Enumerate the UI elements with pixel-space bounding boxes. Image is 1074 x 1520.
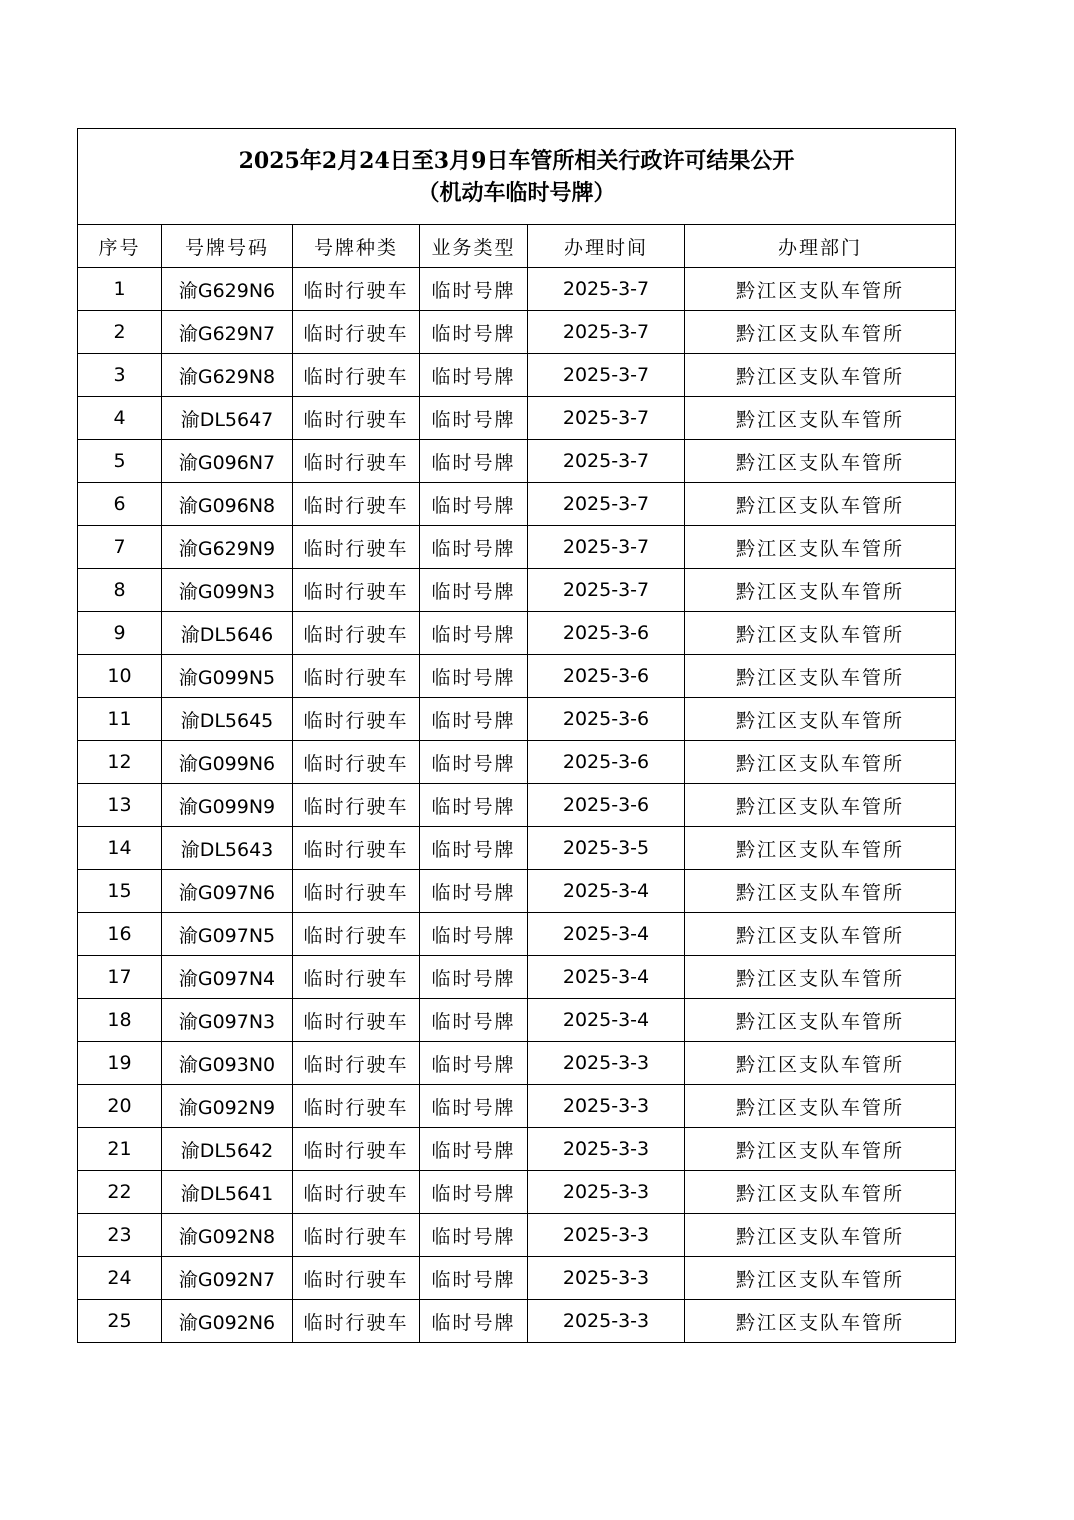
- cell-department: 黔江区支队车管所: [685, 956, 956, 999]
- title-line-2: （机动车临时号牌）: [417, 179, 616, 206]
- cell-business-type: 临时号牌: [420, 354, 528, 397]
- cell-process-date: 2025-3-3: [528, 1214, 685, 1257]
- cell-index: 17: [78, 956, 162, 999]
- cell-plate-type: 临时行驶车: [293, 612, 420, 655]
- cell-department: 黔江区支队车管所: [685, 483, 956, 526]
- cell-index: 5: [78, 440, 162, 483]
- cell-plate-number: 渝G092N6: [162, 1300, 293, 1343]
- cell-department: 黔江区支队车管所: [685, 268, 956, 311]
- table-row: [78, 999, 956, 1042]
- cell-plate-number: 渝G099N6: [162, 741, 293, 784]
- cell-process-date: 2025-3-7: [528, 397, 685, 440]
- cell-business-type: 临时号牌: [420, 526, 528, 569]
- cell-process-date: 2025-3-3: [528, 1042, 685, 1085]
- cell-business-type: 临时号牌: [420, 956, 528, 999]
- cell-business-type: 临时号牌: [420, 440, 528, 483]
- cell-plate-type: 临时行驶车: [293, 526, 420, 569]
- cell-business-type: 临时号牌: [420, 1257, 528, 1300]
- cell-process-date: 2025-3-3: [528, 1128, 685, 1171]
- cell-plate-type: 临时行驶车: [293, 741, 420, 784]
- cell-plate-type: 临时行驶车: [293, 1257, 420, 1300]
- cell-plate-type: 临时行驶车: [293, 827, 420, 870]
- cell-index: 21: [78, 1128, 162, 1171]
- table-row: [78, 354, 956, 397]
- cell-plate-number: 渝G629N6: [162, 268, 293, 311]
- cell-process-date: 2025-3-3: [528, 1085, 685, 1128]
- cell-plate-type: 临时行驶车: [293, 483, 420, 526]
- cell-process-date: 2025-3-6: [528, 741, 685, 784]
- cell-index: 11: [78, 698, 162, 741]
- table-row: [78, 870, 956, 913]
- cell-plate-type: 临时行驶车: [293, 870, 420, 913]
- cell-department: 黔江区支队车管所: [685, 354, 956, 397]
- cell-plate-type: 临时行驶车: [293, 1214, 420, 1257]
- cell-index: 7: [78, 526, 162, 569]
- cell-business-type: 临时号牌: [420, 1085, 528, 1128]
- cell-process-date: 2025-3-6: [528, 612, 685, 655]
- cell-process-date: 2025-3-7: [528, 440, 685, 483]
- document-page: [77, 128, 955, 1343]
- cell-plate-type: 临时行驶车: [293, 354, 420, 397]
- cell-business-type: 临时号牌: [420, 1300, 528, 1343]
- cell-plate-number: 渝DL5643: [162, 827, 293, 870]
- cell-business-type: 临时号牌: [420, 268, 528, 311]
- cell-index: 10: [78, 655, 162, 698]
- cell-business-type: 临时号牌: [420, 1042, 528, 1085]
- cell-plate-number: 渝G629N8: [162, 354, 293, 397]
- cell-process-date: 2025-3-6: [528, 655, 685, 698]
- cell-plate-number: 渝DL5642: [162, 1128, 293, 1171]
- cell-department: 黔江区支队车管所: [685, 612, 956, 655]
- table-row: [78, 784, 956, 827]
- column-header-department: 办理部门: [685, 225, 956, 268]
- cell-plate-number: 渝G099N5: [162, 655, 293, 698]
- cell-process-date: 2025-3-6: [528, 784, 685, 827]
- cell-index: 23: [78, 1214, 162, 1257]
- cell-plate-type: 临时行驶车: [293, 1085, 420, 1128]
- cell-plate-type: 临时行驶车: [293, 1128, 420, 1171]
- cell-business-type: 临时号牌: [420, 741, 528, 784]
- cell-business-type: 临时号牌: [420, 784, 528, 827]
- cell-department: 黔江区支队车管所: [685, 1214, 956, 1257]
- cell-plate-number: 渝G096N8: [162, 483, 293, 526]
- cell-department: 黔江区支队车管所: [685, 698, 956, 741]
- cell-process-date: 2025-3-4: [528, 870, 685, 913]
- table-row: [78, 1300, 956, 1343]
- cell-department: 黔江区支队车管所: [685, 913, 956, 956]
- cell-business-type: 临时号牌: [420, 483, 528, 526]
- cell-index: 18: [78, 999, 162, 1042]
- cell-process-date: 2025-3-7: [528, 483, 685, 526]
- title-row: [78, 129, 956, 225]
- cell-department: 黔江区支队车管所: [685, 1085, 956, 1128]
- table-row: [78, 956, 956, 999]
- table-row: [78, 655, 956, 698]
- cell-index: 22: [78, 1171, 162, 1214]
- cell-plate-type: 临时行驶车: [293, 311, 420, 354]
- column-header-plate-number: 号牌号码: [162, 225, 293, 268]
- cell-plate-number: 渝DL5641: [162, 1171, 293, 1214]
- title-line-1: 2025年2月24日至3月9日车管所相关行政许可结果公开: [238, 147, 795, 174]
- table-row: [78, 311, 956, 354]
- cell-plate-type: 临时行驶车: [293, 956, 420, 999]
- cell-process-date: 2025-3-4: [528, 956, 685, 999]
- cell-department: 黔江区支队车管所: [685, 741, 956, 784]
- cell-index: 4: [78, 397, 162, 440]
- permit-results-table: [77, 128, 956, 1343]
- header-row: [78, 225, 956, 268]
- cell-plate-number: 渝G092N9: [162, 1085, 293, 1128]
- cell-process-date: 2025-3-3: [528, 1257, 685, 1300]
- cell-plate-number: 渝G097N3: [162, 999, 293, 1042]
- cell-index: 24: [78, 1257, 162, 1300]
- table-row: [78, 483, 956, 526]
- cell-department: 黔江区支队车管所: [685, 1042, 956, 1085]
- cell-department: 黔江区支队车管所: [685, 784, 956, 827]
- cell-plate-number: 渝G092N8: [162, 1214, 293, 1257]
- cell-plate-number: 渝DL5646: [162, 612, 293, 655]
- cell-index: 6: [78, 483, 162, 526]
- cell-department: 黔江区支队车管所: [685, 1257, 956, 1300]
- cell-business-type: 临时号牌: [420, 311, 528, 354]
- cell-plate-type: 临时行驶车: [293, 655, 420, 698]
- cell-plate-type: 临时行驶车: [293, 1042, 420, 1085]
- cell-department: 黔江区支队车管所: [685, 999, 956, 1042]
- cell-plate-number: 渝DL5645: [162, 698, 293, 741]
- cell-department: 黔江区支队车管所: [685, 827, 956, 870]
- cell-department: 黔江区支队车管所: [685, 569, 956, 612]
- cell-department: 黔江区支队车管所: [685, 1300, 956, 1343]
- cell-plate-number: 渝G629N7: [162, 311, 293, 354]
- cell-plate-type: 临时行驶车: [293, 913, 420, 956]
- cell-process-date: 2025-3-6: [528, 698, 685, 741]
- table-row: [78, 1042, 956, 1085]
- cell-department: 黔江区支队车管所: [685, 311, 956, 354]
- cell-index: 16: [78, 913, 162, 956]
- table-row: [78, 397, 956, 440]
- table-row: [78, 440, 956, 483]
- cell-index: 12: [78, 741, 162, 784]
- cell-plate-type: 临时行驶车: [293, 397, 420, 440]
- cell-index: 3: [78, 354, 162, 397]
- cell-business-type: 临时号牌: [420, 698, 528, 741]
- cell-business-type: 临时号牌: [420, 1128, 528, 1171]
- cell-plate-number: 渝G099N9: [162, 784, 293, 827]
- table-row: [78, 698, 956, 741]
- cell-plate-type: 临时行驶车: [293, 999, 420, 1042]
- table-row: [78, 1257, 956, 1300]
- cell-process-date: 2025-3-7: [528, 569, 685, 612]
- cell-process-date: 2025-3-5: [528, 827, 685, 870]
- cell-department: 黔江区支队车管所: [685, 870, 956, 913]
- table-row: [78, 569, 956, 612]
- cell-index: 8: [78, 569, 162, 612]
- cell-process-date: 2025-3-7: [528, 354, 685, 397]
- cell-process-date: 2025-3-3: [528, 1171, 685, 1214]
- table-row: [78, 1085, 956, 1128]
- cell-plate-type: 临时行驶车: [293, 698, 420, 741]
- cell-department: 黔江区支队车管所: [685, 397, 956, 440]
- cell-plate-number: 渝G629N9: [162, 526, 293, 569]
- cell-business-type: 临时号牌: [420, 913, 528, 956]
- cell-process-date: 2025-3-7: [528, 526, 685, 569]
- cell-plate-type: 临时行驶车: [293, 440, 420, 483]
- cell-process-date: 2025-3-7: [528, 311, 685, 354]
- cell-plate-type: 临时行驶车: [293, 1171, 420, 1214]
- cell-plate-type: 临时行驶车: [293, 1300, 420, 1343]
- cell-index: 14: [78, 827, 162, 870]
- column-header-business-type: 业务类型: [420, 225, 528, 268]
- column-header-plate-type: 号牌种类: [293, 225, 420, 268]
- cell-plate-type: 临时行驶车: [293, 784, 420, 827]
- cell-plate-number: 渝G099N3: [162, 569, 293, 612]
- cell-plate-number: 渝G093N0: [162, 1042, 293, 1085]
- table-row: [78, 268, 956, 311]
- cell-business-type: 临时号牌: [420, 870, 528, 913]
- cell-business-type: 临时号牌: [420, 612, 528, 655]
- cell-index: 1: [78, 268, 162, 311]
- cell-process-date: 2025-3-3: [528, 1300, 685, 1343]
- cell-index: 20: [78, 1085, 162, 1128]
- cell-index: 25: [78, 1300, 162, 1343]
- cell-department: 黔江区支队车管所: [685, 526, 956, 569]
- cell-plate-number: 渝G097N4: [162, 956, 293, 999]
- table-title: [78, 129, 956, 225]
- table-row: [78, 827, 956, 870]
- cell-business-type: 临时号牌: [420, 1214, 528, 1257]
- cell-business-type: 临时号牌: [420, 569, 528, 612]
- cell-business-type: 临时号牌: [420, 397, 528, 440]
- cell-index: 2: [78, 311, 162, 354]
- cell-index: 19: [78, 1042, 162, 1085]
- cell-plate-number: 渝G097N5: [162, 913, 293, 956]
- table-body: [78, 268, 956, 1343]
- table-row: [78, 1171, 956, 1214]
- cell-process-date: 2025-3-4: [528, 913, 685, 956]
- cell-index: 9: [78, 612, 162, 655]
- cell-business-type: 临时号牌: [420, 999, 528, 1042]
- cell-plate-type: 临时行驶车: [293, 268, 420, 311]
- cell-plate-number: 渝G097N6: [162, 870, 293, 913]
- cell-business-type: 临时号牌: [420, 655, 528, 698]
- table-row: [78, 1214, 956, 1257]
- cell-process-date: 2025-3-7: [528, 268, 685, 311]
- cell-plate-type: 临时行驶车: [293, 569, 420, 612]
- table-row: [78, 612, 956, 655]
- cell-business-type: 临时号牌: [420, 827, 528, 870]
- cell-department: 黔江区支队车管所: [685, 655, 956, 698]
- table-row: [78, 526, 956, 569]
- column-header-index: 序号: [78, 225, 162, 268]
- cell-department: 黔江区支队车管所: [685, 440, 956, 483]
- column-header-process-date: 办理时间: [528, 225, 685, 268]
- cell-plate-number: 渝G096N7: [162, 440, 293, 483]
- table-row: [78, 1128, 956, 1171]
- cell-plate-number: 渝DL5647: [162, 397, 293, 440]
- cell-department: 黔江区支队车管所: [685, 1128, 956, 1171]
- table-row: [78, 913, 956, 956]
- cell-business-type: 临时号牌: [420, 1171, 528, 1214]
- cell-index: 13: [78, 784, 162, 827]
- cell-process-date: 2025-3-4: [528, 999, 685, 1042]
- cell-index: 15: [78, 870, 162, 913]
- cell-plate-number: 渝G092N7: [162, 1257, 293, 1300]
- cell-department: 黔江区支队车管所: [685, 1171, 956, 1214]
- table-row: [78, 741, 956, 784]
